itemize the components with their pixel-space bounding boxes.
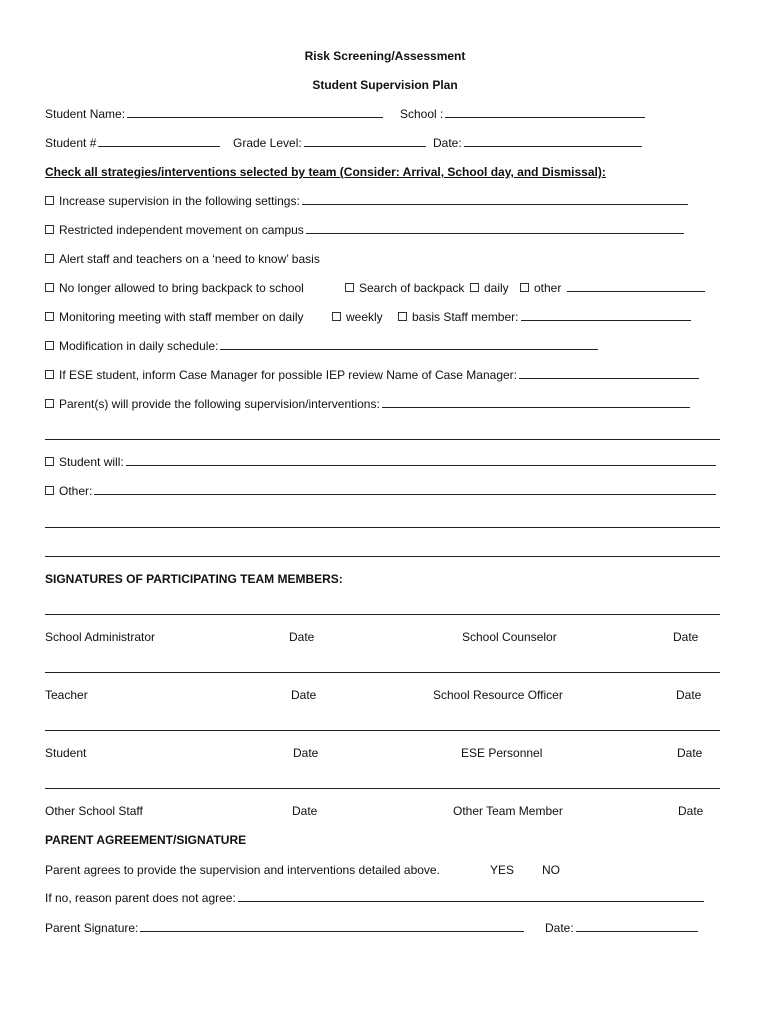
checkbox[interactable] — [45, 283, 54, 292]
strategy-label: Increase supervision in the following settings: — [59, 194, 300, 208]
strategy-search-backpack — [345, 280, 464, 296]
checkbox[interactable] — [45, 312, 54, 321]
restricted-movement-field[interactable] — [306, 222, 684, 234]
checkbox[interactable] — [45, 457, 54, 466]
label-date: Date — [678, 804, 704, 818]
strategy-parent-provide — [45, 396, 690, 412]
parent-signature-field[interactable] — [140, 920, 524, 932]
strategy-restricted-movement — [45, 222, 684, 238]
date-label: Date: — [433, 136, 462, 150]
parent-date-field[interactable] — [576, 920, 698, 932]
student-name-row — [45, 106, 383, 122]
label-school-resource-officer: School Resource Officer — [433, 688, 563, 702]
strategy-monitoring-meeting — [45, 309, 304, 325]
option-label: other — [534, 281, 562, 295]
staff-member-field[interactable] — [521, 309, 691, 321]
signature-line[interactable] — [45, 788, 720, 789]
strategy-ese-student — [45, 367, 699, 383]
grade-level-field[interactable] — [304, 135, 426, 147]
checkbox[interactable] — [332, 312, 341, 321]
checkbox[interactable] — [398, 312, 407, 321]
date-row — [433, 135, 642, 151]
student-number-label: Student # — [45, 136, 97, 150]
checkbox[interactable] — [345, 283, 354, 292]
reason-label: If no, reason parent does not agree: — [45, 891, 236, 905]
strategy-label: Parent(s) will provide the following supervision/interventions: — [59, 397, 380, 411]
checkbox[interactable] — [45, 370, 54, 379]
label-school-counselor: School Counselor — [462, 630, 557, 644]
label-school-administrator: School Administrator — [45, 630, 156, 644]
option-label: basis Staff member: — [412, 310, 519, 324]
blank-line[interactable] — [45, 527, 720, 528]
label-other-school-staff: Other School Staff — [45, 804, 143, 818]
label-other-team-member: Other Team Member — [453, 804, 563, 818]
signature-line[interactable] — [45, 614, 720, 615]
student-name-field[interactable] — [127, 106, 383, 118]
strategy-label: Other: — [59, 484, 93, 498]
strategy-student-will — [45, 454, 716, 470]
signatures-heading: SIGNATURES OF PARTICIPATING TEAM MEMBERS: — [45, 572, 343, 586]
strategy-label: Student will: — [59, 455, 124, 469]
instructions: Check all strategies/interventions selected by team (Consider: Arrival, School day, and Dismissal): — [45, 165, 606, 179]
checkbox[interactable] — [45, 399, 54, 408]
label-date: Date — [289, 630, 315, 644]
strategy-label: If ESE student, inform Case Manager for possible IEP review Name of Case Manager: — [59, 368, 517, 382]
blank-line[interactable] — [45, 439, 720, 440]
grade-level-label: Grade Level: — [233, 136, 302, 150]
form-title: Risk Screening/Assessment — [304, 49, 466, 63]
case-manager-field[interactable] — [519, 367, 699, 379]
strategy-label: Search of backpack — [359, 281, 465, 295]
parent-heading: PARENT AGREEMENT/SIGNATURE — [45, 833, 247, 847]
label-date: Date — [292, 804, 318, 818]
label-teacher: Teacher — [45, 688, 88, 702]
option-basis — [398, 309, 691, 325]
date-field[interactable] — [464, 135, 642, 147]
label-date: Date — [293, 746, 319, 760]
parent-provide-field[interactable] — [382, 396, 690, 408]
label-date: Date — [673, 630, 699, 644]
no-option[interactable]: NO — [542, 863, 560, 877]
strategy-other — [45, 483, 716, 499]
reason-field[interactable] — [238, 890, 704, 902]
option-label: weekly — [346, 310, 383, 324]
school-row — [400, 106, 645, 122]
other-field[interactable] — [567, 280, 705, 292]
parent-date-row — [545, 920, 698, 936]
parent-signature-label: Parent Signature: — [45, 921, 139, 935]
strategy-label: Alert staff and teachers on a ‘need to know’ basis — [59, 252, 320, 266]
checkbox[interactable] — [45, 341, 54, 350]
student-name-label: Student Name: — [45, 107, 126, 121]
strategy-alert-staff — [45, 251, 320, 267]
school-field[interactable] — [445, 106, 645, 118]
checkbox[interactable] — [45, 486, 54, 495]
checkbox[interactable] — [470, 283, 479, 292]
strategy-increase-supervision — [45, 193, 688, 209]
strategy-modification — [45, 338, 598, 354]
checkbox[interactable] — [45, 225, 54, 234]
strategy-label: No longer allowed to bring backpack to school — [59, 281, 304, 295]
grade-level-row — [233, 135, 426, 151]
option-daily — [470, 280, 509, 296]
form-subtitle: Student Supervision Plan — [312, 78, 458, 92]
school-label: School : — [400, 107, 444, 121]
label-date: Date — [677, 746, 703, 760]
parent-signature-row — [45, 920, 524, 936]
checkbox[interactable] — [45, 254, 54, 263]
option-label: daily — [484, 281, 509, 295]
parent-date-label: Date: — [545, 921, 574, 935]
signature-line[interactable] — [45, 672, 720, 673]
label-date: Date — [291, 688, 317, 702]
blank-line[interactable] — [45, 556, 720, 557]
label-ese-personnel: ESE Personnel — [461, 746, 543, 760]
option-weekly — [332, 309, 383, 325]
student-number-row — [45, 135, 220, 151]
student-number-field[interactable] — [98, 135, 220, 147]
other-line-field[interactable] — [94, 483, 716, 495]
strategy-label: Restricted independent movement on campus — [59, 223, 304, 237]
checkbox[interactable] — [520, 283, 529, 292]
strategy-label: Modification in daily schedule: — [59, 339, 219, 353]
strategy-label: Monitoring meeting with staff member on daily — [59, 310, 304, 324]
label-student: Student — [45, 746, 87, 760]
modification-field[interactable] — [220, 338, 598, 350]
parent-agrees-text: Parent agrees to provide the supervision and interventions detailed above. — [45, 863, 440, 877]
label-date: Date — [676, 688, 702, 702]
student-will-field[interactable] — [126, 454, 716, 466]
checkbox[interactable] — [45, 196, 54, 205]
strategy-no-backpack — [45, 280, 304, 296]
increase-supervision-field[interactable] — [302, 193, 688, 205]
reason-row — [45, 890, 704, 906]
signature-line[interactable] — [45, 730, 720, 731]
option-other — [520, 280, 705, 296]
yes-option[interactable]: YES — [490, 863, 515, 877]
